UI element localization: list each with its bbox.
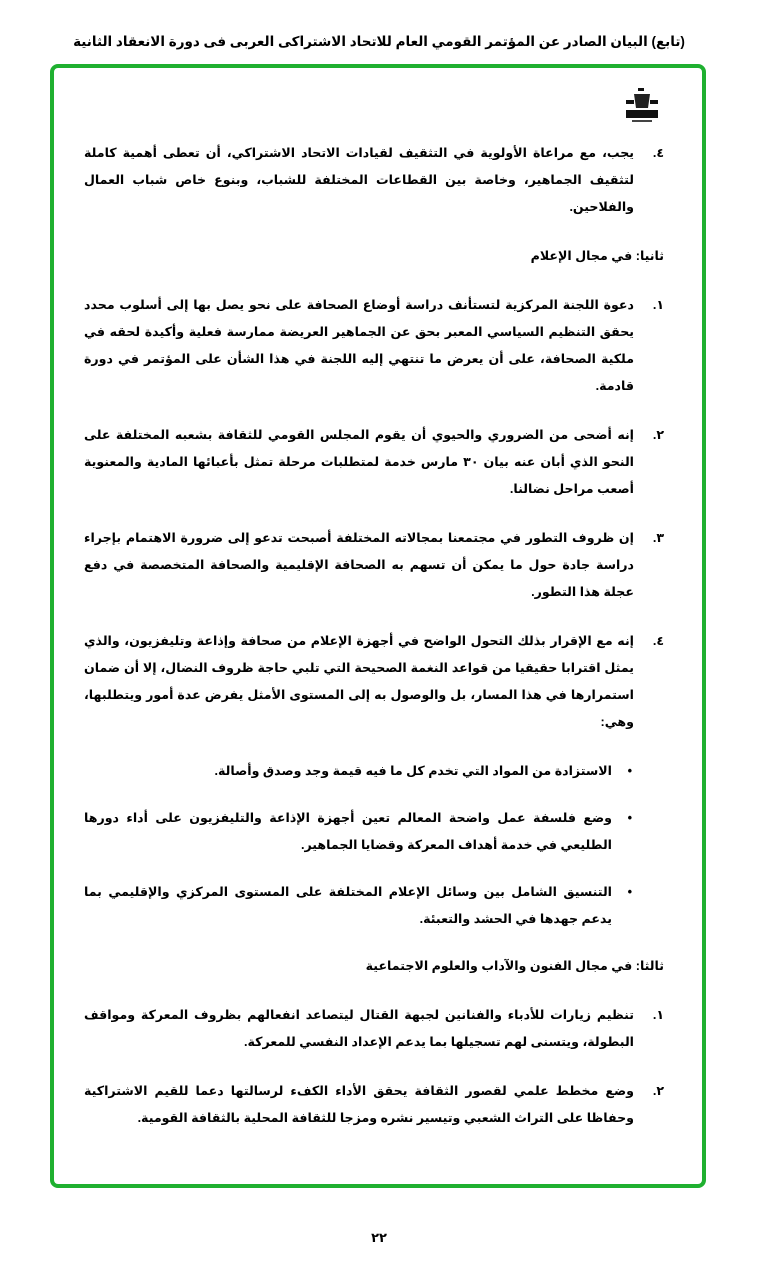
bullet-item-2 xyxy=(84,805,664,859)
item-number: ٢. xyxy=(652,1084,664,1098)
section-3-item-1 xyxy=(84,1002,664,1056)
item-number: ٣. xyxy=(652,531,664,545)
item-text: إنه أضحى من الضروري والحيوي أن يقوم المجلس القومي للثقافة بشعبه المختلفة على النحو الذي أبان عنه بيان ٣٠ مارس خدمة لمتطلبات مرحلة تمثل بأعبائها المادية والمعنوية أصعب مراحل نضالنا. xyxy=(84,428,634,496)
section-2-item-2 xyxy=(84,422,664,503)
section-2-item-1 xyxy=(84,292,664,400)
bullet-icon: • xyxy=(627,811,632,825)
item-number: ٢. xyxy=(652,428,664,442)
parliament-emblem-icon xyxy=(624,86,660,126)
item-number: ٤. xyxy=(652,634,664,648)
item-text: يجب، مع مراعاة الأولوية في التثقيف لقيادات الاتحاد الاشتراكي، أن تعطى أهمية كاملة لتثقيف الجماهير، وخاصة بين القطاعات المختلفة للشباب، وبنوع خاص شباب العمال والفلاحين. xyxy=(84,146,634,214)
green-page-frame xyxy=(50,64,706,1188)
bullet-text: وضع فلسفة عمل واضحة المعالم تعين أجهزة الإذاعة والتليفزيون على أداء دورها الطليعي في خدمة أهداف المعركة وقضايا الجماهير. xyxy=(84,811,612,852)
document-header-title: (تابع) البيان الصادر عن المؤتمر القومي العام للاتحاد الاشتراكى العربى فى دورة الانعقاد الثانية xyxy=(73,34,685,49)
item-text: إنه مع الإقرار بذلك التحول الواضح في أجهزة الإعلام من صحافة وإذاعة وتليفزيون، والذي يمثل اقترابا حقيقيا من قواعد النغمة الصحيحة التي تلبي حاجة ظروف النضال، إلا أن ضمان استمرارها في هذا المسار، بل والوصول به إلى المستوى الأمثل يفرض عدة أمور ويتطلبها، وهي: xyxy=(84,634,634,729)
section-2-item-4 xyxy=(84,628,664,736)
item-text: دعوة اللجنة المركزية لتستأنف دراسة أوضاع الصحافة على نحو يصل بها إلى أسلوب محدد يحقق التنظيم السياسي المعبر بحق عن الجماهير العريضة ممارسة فعلية وأكيدة لحقه في ملكية الصحافة، على أن يعرض ما تنتهي إليه اللجنة في هذا الشأن على المؤتمر في دورة قادمة. xyxy=(84,298,634,393)
bullet-text: الاستزادة من المواد التي تخدم كل ما فيه قيمة وجد وصدق وأصالة. xyxy=(214,764,612,778)
item-number: ١. xyxy=(652,298,664,312)
bullet-icon: • xyxy=(627,764,632,778)
bullet-item-3 xyxy=(84,879,664,933)
item-text: وضع مخطط علمي لقصور الثقافة يحقق الأداء الكفء لرسالتها دعما للقيم الاشتراكية وحفاظا على التراث الشعبي وتيسير نشره ومزجا للثقافة المحلية بالثقافة القومية. xyxy=(84,1084,634,1125)
item-text: إن ظروف التطور في مجتمعنا بمجالاته المختلفة أصبحت تدعو إلى ضرورة الاهتمام بإجراء دراسة جادة حول ما يمكن أن تسهم به الصحافة الإقليمية والصحافة المتخصصة في دفع عجلة هذا التطور. xyxy=(84,531,634,599)
intro-item-4 xyxy=(84,140,664,221)
bullet-item-1 xyxy=(84,758,664,785)
bullet-icon: • xyxy=(627,885,632,899)
section-3-item-2 xyxy=(84,1078,664,1132)
section-3-title: ثالثا: في مجال الفنون والآداب والعلوم الاجتماعية xyxy=(365,959,664,973)
bullet-text: التنسيق الشامل بين وسائل الإعلام المختلفة على المستوى المركزي والإقليمي بما يدعم جهدها في الحشد والتعبئة. xyxy=(84,885,612,926)
section-2-title: ثانيا: في مجال الإعلام xyxy=(530,249,664,263)
item-number: ١. xyxy=(652,1008,664,1022)
page-number: ٢٢ xyxy=(371,1230,387,1245)
item-text: تنظيم زيارات للأدباء والفنانين لجبهة القتال ليتصاعد انفعالهم بظروف المعركة ومواقف البطولة، ويتسنى لهم تسجيلها بما يدعم الإعداد النفسي للمعركة. xyxy=(84,1008,634,1049)
item-number: ٤. xyxy=(652,146,664,160)
section-2-item-3 xyxy=(84,525,664,606)
